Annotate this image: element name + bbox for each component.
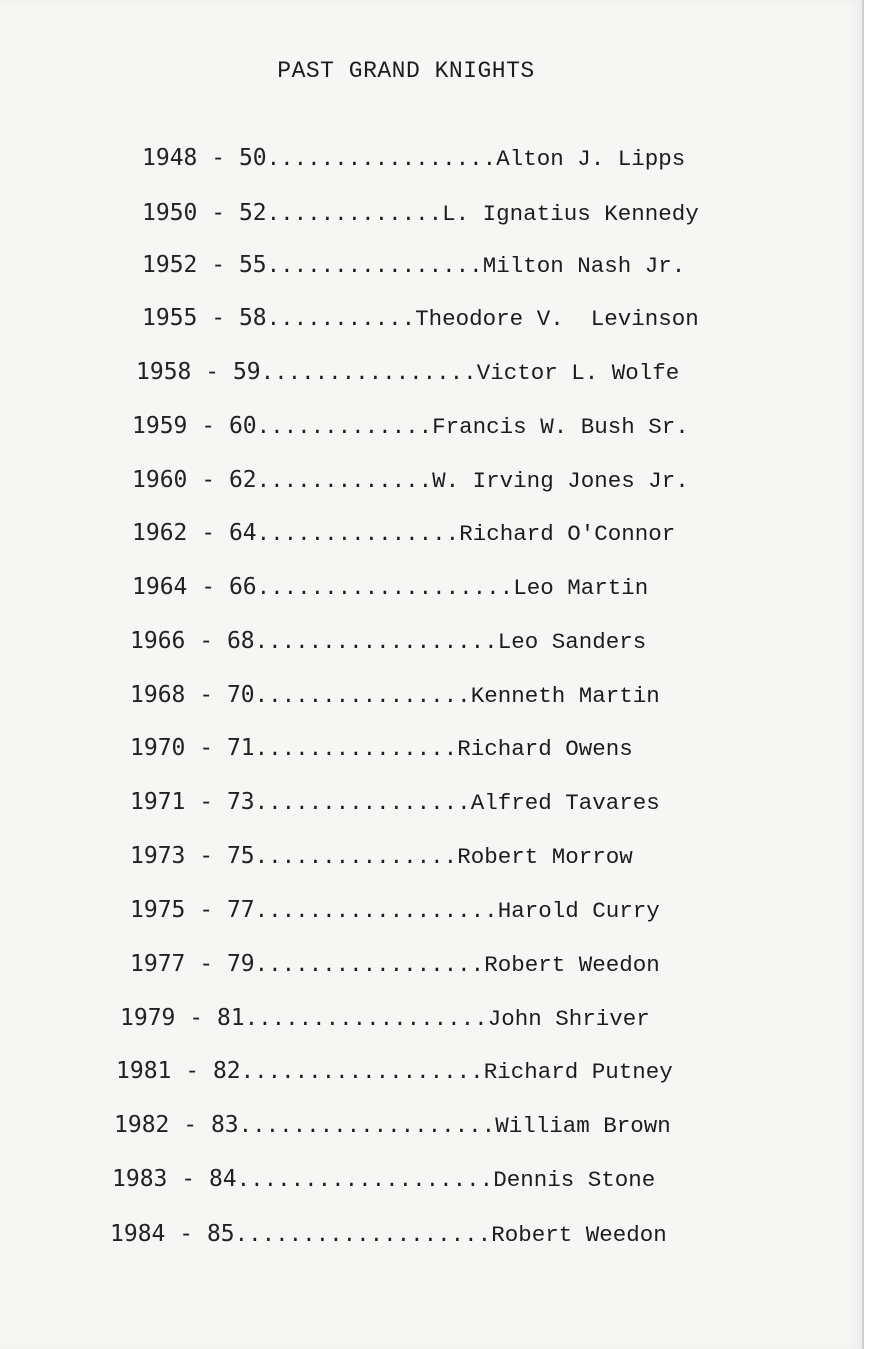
term-years: 1970 - 71 <box>130 735 255 761</box>
term-years: 1979 - 81 <box>120 1005 245 1031</box>
knight-name: Alfred Tavares <box>470 790 660 816</box>
dot-leader: .................. <box>254 898 498 924</box>
dot-leader: ............... <box>256 521 460 547</box>
term-years: 1975 - 77 <box>130 897 255 923</box>
dot-leader: ............... <box>254 736 458 762</box>
knight-name: Robert Morrow <box>457 844 633 870</box>
dot-leader: ................ <box>254 683 471 709</box>
term-years: 1948 - 50 <box>142 145 267 171</box>
term-years: 1973 - 75 <box>130 843 255 869</box>
knight-name: Leo Martin <box>513 575 649 601</box>
knight-name: Richard Owens <box>457 736 633 762</box>
page-title: PAST GRAND KNIGHTS <box>277 58 535 84</box>
term-years: 1968 - 70 <box>130 682 255 708</box>
dot-leader: ................... <box>238 1113 496 1139</box>
dot-leader: ................ <box>254 790 471 816</box>
term-years: 1971 - 73 <box>130 789 255 815</box>
knight-name: Victor L. Wolfe <box>476 360 680 386</box>
dot-leader: ............... <box>254 844 458 870</box>
knight-name: L. Ignatius Kennedy <box>442 201 699 227</box>
dot-leader: .................. <box>254 629 498 655</box>
term-years: 1983 - 84 <box>112 1166 237 1192</box>
dot-leader: ............. <box>256 468 433 494</box>
term-years: 1959 - 60 <box>132 413 257 439</box>
dot-leader: ............. <box>266 201 443 227</box>
dot-leader: ................... <box>234 1222 492 1248</box>
knight-name: William Brown <box>495 1113 671 1139</box>
knight-name: Leo Sanders <box>497 629 647 655</box>
term-years: 1964 - 66 <box>132 574 257 600</box>
list-item <box>56 1195 667 1274</box>
knight-name: Harold Curry <box>497 898 660 924</box>
dot-leader: ................... <box>256 575 514 601</box>
term-years: 1955 - 58 <box>142 305 267 331</box>
knight-name: W. Irving Jones Jr. <box>432 468 689 494</box>
dot-leader: .................. <box>240 1059 484 1085</box>
term-years: 1950 - 52 <box>142 200 267 226</box>
knight-name: John Shriver <box>487 1006 650 1032</box>
term-years: 1977 - 79 <box>130 951 255 977</box>
knight-name: Milton Nash Jr. <box>482 253 686 279</box>
knight-name: Theodore V. Levinson <box>415 306 699 332</box>
term-years: 1958 - 59 <box>136 359 261 385</box>
dot-leader: ................. <box>266 146 497 172</box>
knight-name: Richard Putney <box>483 1059 673 1085</box>
dot-leader: ............. <box>256 414 433 440</box>
term-years: 1962 - 64 <box>132 520 257 546</box>
dot-leader: ................ <box>266 253 483 279</box>
term-years: 1984 - 85 <box>110 1221 235 1247</box>
term-years: 1960 - 62 <box>132 467 257 493</box>
knight-name: Francis W. Bush Sr. <box>432 414 689 440</box>
term-years: 1982 - 83 <box>114 1112 239 1138</box>
dot-leader: .................. <box>244 1006 488 1032</box>
knight-name: Dennis Stone <box>493 1167 656 1193</box>
knight-name: Robert Weedon <box>491 1222 667 1248</box>
term-years: 1952 - 55 <box>142 252 267 278</box>
knight-name: Robert Weedon <box>484 952 660 978</box>
knight-name: Richard O'Connor <box>459 521 676 547</box>
term-years: 1966 - 68 <box>130 628 255 654</box>
knight-name: Alton J. Lipps <box>496 146 686 172</box>
dot-leader: ................ <box>260 360 477 386</box>
knight-name: Kenneth Martin <box>470 683 660 709</box>
dot-leader: ................. <box>254 952 485 978</box>
term-years: 1981 - 82 <box>116 1058 241 1084</box>
dot-leader: ........... <box>266 306 416 332</box>
dot-leader: ................... <box>236 1167 494 1193</box>
